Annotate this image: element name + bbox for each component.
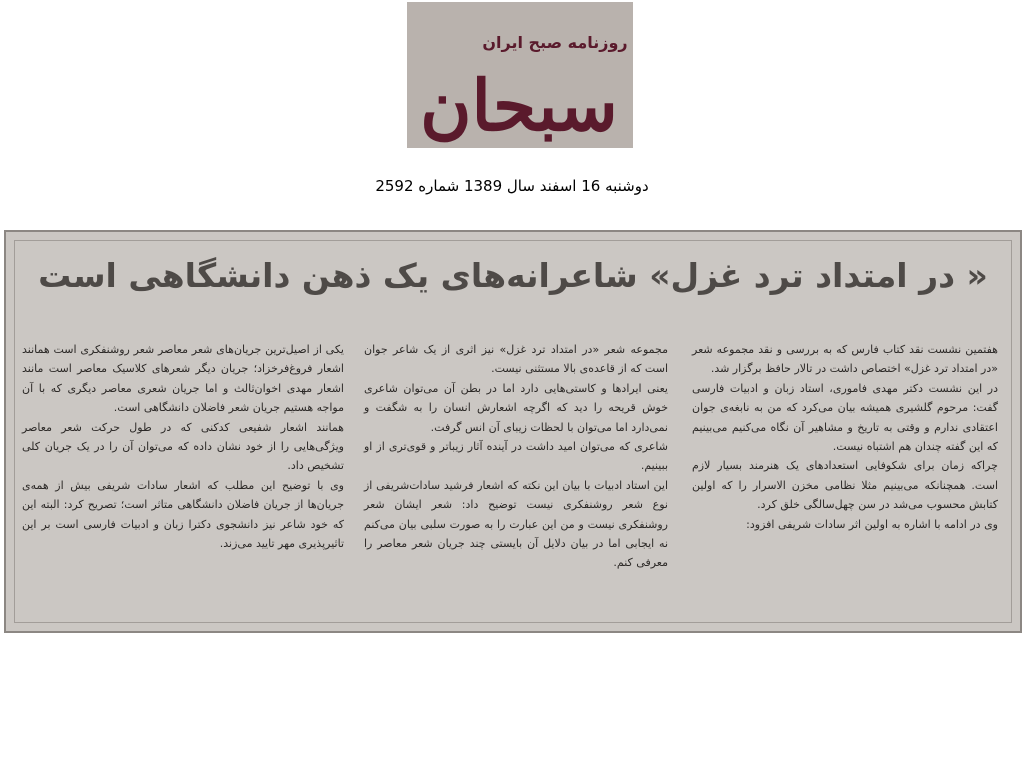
article-column-1 bbox=[692, 340, 998, 534]
masthead-publication-label: روزنامه صبح ایران bbox=[482, 33, 628, 52]
paragraph: وی در ادامه با اشاره به اولین اثر سادات شریفی افزود: bbox=[746, 517, 998, 531]
paragraph: در این نشست دکتر مهدی فاموری، استاد زبان و ادبیات فارسی گفت: مرحوم گلشیری همیشه بیان می‌کرد که من به نابغه‌ی جوان اعتقادی ندارم و وقتی به تاریخ و مشاهیر آن نگاه می‌کنیم می‌بینیم که این گفته چندان هم اشتباه نیست. bbox=[692, 381, 998, 454]
masthead-logo-art bbox=[407, 2, 633, 148]
article-clipping bbox=[4, 230, 1022, 633]
masthead-name: سبحان bbox=[420, 64, 618, 147]
paragraph: یعنی ایرادها و کاستی‌هایی دارد اما در بطن آن می‌توان شاعری خوش قریحه را دید که اگرچه اشعارش انسان را به شگفت و نمی‌دارد اما می‌توان با لحظات زیبای آن انس گرفت. bbox=[364, 381, 668, 434]
paragraph: مجموعه شعر «در امتداد ترد غزل» نیز اثری از یک شاعر جوان است که از قاعده‌ی بالا مستثنی نیست. bbox=[364, 343, 668, 376]
paragraph: هفتمین نشست نقد کتاب فارس که به بررسی و نقد مجموعه شعر «در امتداد ترد غزل» اختصاص داشت در تالار حافظ برگزار شد. bbox=[692, 343, 998, 376]
paragraph: یکی از اصیل‌ترین جریان‌های شعر معاصر شعر روشنفکری است همانند اشعار فروغ‌فرخزاد؛ جریان دیگر شعرهای کلاسیک معاصر است مانند اشعار مهدی اخوان‌ثالث و اما جریان شعری معاصر دیگری که با آن مواجه هستیم جریان شعر فاضلان دانشگاهی است. bbox=[22, 343, 344, 415]
article-headline: « در امتداد ترد غزل» شاعرانه‌های یک ذهن دانشگاهی است bbox=[38, 256, 988, 295]
paragraph: وی با توضیح این مطلب که اشعار سادات شریفی بیش از همه‌ی جریان‌ها از جریان فاضلان دانشگاهی متاثر است؛ تصریح کرد: البته این که خود شاعر نیز دانشجوی دکترا زبان و ادبیات فارسی است بر این تاثیرپذیری مهر تایید می‌زند. bbox=[22, 478, 344, 551]
paragraph: شاعری که می‌توان امید داشت در آینده آثار زیباتر و قوی‌تری از او ببینیم. bbox=[364, 440, 668, 473]
paragraph: این استاد ادبیات با بیان این نکته که اشعار فرشید سادات‌شریفی از نوع شعر روشنفکری نیست توضیح داد: شعر ایشان شعر روشنفکری نیست و من این عبارت را به صورت سلبی بیان می‌کنم نه ایجابی اما در بیان دلایل آن بایستی چند جریان شعر معاصر را معرفی کنم. bbox=[364, 478, 668, 570]
article-column-2 bbox=[364, 340, 668, 573]
dateline: دوشنبه 16 اسفند سال 1389 شماره 2592 bbox=[375, 177, 649, 195]
newspaper-logo bbox=[407, 2, 633, 148]
article-column-3 bbox=[22, 340, 344, 553]
paragraph: چراکه زمان برای شکوفایی استعدادهای یک هنرمند بسیار لازم است. همچنانکه می‌بینیم مثلا نظامی مخزن الاسرار را که اولین کتابش محسوب می‌شد در سن چهل‌سالگی خلق کرد. bbox=[692, 459, 998, 512]
paragraph: همانند اشعار شفیعی کدکنی که در طول حرکت شعر معاصر ویژگی‌هایی را از خود نشان داده که می‌توان آن را در یک جریان کلی تشخیص داد. bbox=[22, 420, 344, 473]
